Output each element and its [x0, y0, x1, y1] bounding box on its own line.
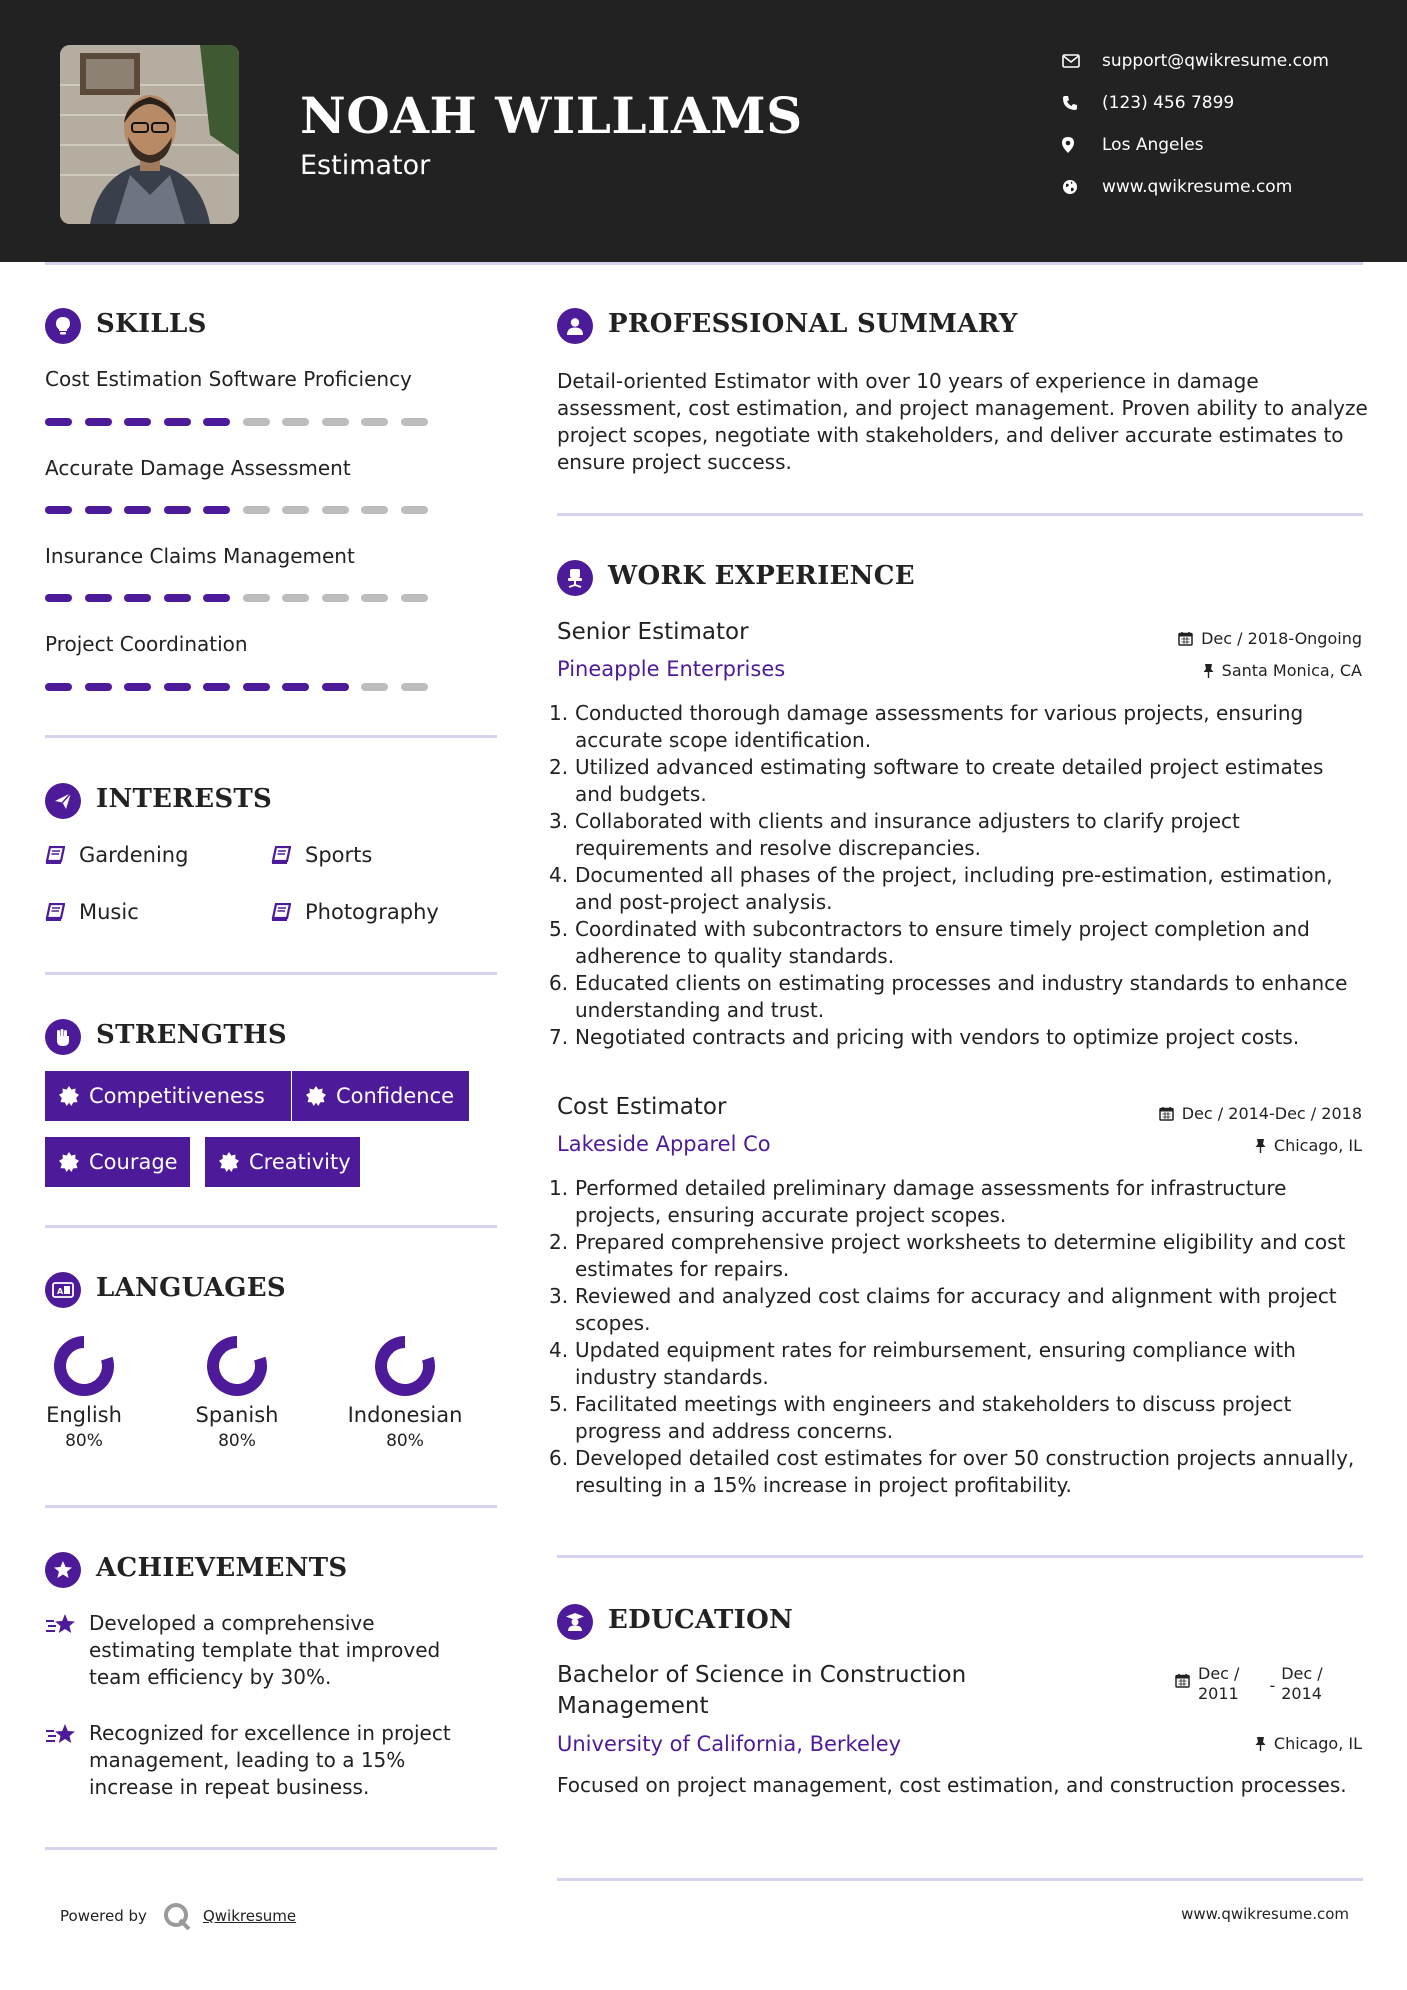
language-ring	[206, 1335, 268, 1397]
education-title: EDUCATION	[608, 1605, 794, 1635]
skill-segment-filled	[164, 683, 191, 691]
pushpin-icon	[1255, 1138, 1266, 1153]
company-name: Lakeside Apparel Co	[557, 1132, 771, 1156]
book-icon	[271, 846, 293, 864]
map-pin-icon	[1062, 137, 1092, 153]
calendar-icon	[1159, 1106, 1174, 1121]
pushpin-icon	[1203, 663, 1214, 678]
contact-phone-text: (123) 456 7899	[1102, 93, 1235, 113]
list-item: 3. Collaborated with clients and insurance adjusters to clarify project requirements and resolve discrepancies.	[549, 809, 1240, 860]
skill-level-bar	[45, 418, 440, 426]
language-ring	[53, 1335, 115, 1397]
summary-text: Detail-oriented Estimator with over 10 years of experience in damage assessment, cost estimation, and project management. Proven ability to analyze project scopes, negotiate with stakeholders, and deliver accurate estimates to ensure project success.	[557, 369, 1368, 474]
shooting-star-icon	[45, 1723, 77, 1801]
star-icon	[45, 1552, 81, 1588]
list-item: 5. Coordinated with subcontractors to ensure timely project completion and adherence to quality standards.	[549, 917, 1310, 968]
skill-segment-filled	[85, 418, 112, 426]
language-ring-arc	[381, 1342, 429, 1390]
interest-label: Gardening	[79, 843, 189, 867]
calendar-icon	[1175, 1673, 1190, 1688]
language-name: Spanish	[195, 1403, 279, 1427]
language-percent: 80%	[218, 1431, 256, 1451]
shooting-star-icon	[45, 1613, 77, 1691]
badge-icon	[59, 1086, 79, 1106]
skill-segment-filled	[243, 683, 270, 691]
office-chair-icon	[557, 560, 593, 596]
profile-photo	[60, 45, 239, 224]
skill-segment-filled	[164, 506, 191, 514]
skill-segment-empty	[361, 683, 388, 691]
school-name: University of California, Berkeley	[557, 1732, 902, 1756]
skill-segment-filled	[322, 683, 349, 691]
section-divider	[557, 513, 1363, 516]
list-item: 6. Developed detailed cost estimates for over 50 construction projects annually, resulting in a 15% increase in project profitability.	[549, 1446, 1355, 1497]
section-divider	[557, 1878, 1363, 1881]
strength-tag	[45, 1137, 190, 1187]
powered-by	[60, 1902, 296, 1930]
list-item: 2. Utilized advanced estimating software to create detailed project estimates and budgets.	[549, 755, 1324, 806]
qwikresume-logo-icon	[163, 1902, 193, 1930]
contact-website-text: www.qwikresume.com	[1102, 177, 1293, 197]
contact-phone[interactable]	[1062, 82, 1329, 124]
skill-segment-empty	[401, 506, 428, 514]
skill-name: Project Coordination	[45, 632, 248, 656]
skill-segment-filled	[45, 594, 72, 602]
resume-header	[0, 0, 1407, 262]
skill-segment-filled	[85, 506, 112, 514]
skill-segment-filled	[45, 506, 72, 514]
skill-segment-empty	[243, 594, 270, 602]
education-location-text: Chicago, IL	[1273, 1734, 1362, 1753]
language-name: Indonesian	[347, 1403, 463, 1427]
skills-title: SKILLS	[96, 309, 207, 339]
skill-segment-empty	[401, 594, 428, 602]
list-item: 5. Facilitated meetings with engineers and stakeholders to discuss project progress and address concerns.	[549, 1392, 1292, 1443]
strength-label: Confidence	[336, 1084, 455, 1108]
achievement-text: Recognized for excellence in project management, leading to a 15% increase in repeat business.	[89, 1721, 451, 1799]
job-location	[1203, 661, 1362, 680]
book-icon	[45, 903, 67, 921]
pushpin-icon	[1255, 1736, 1266, 1751]
strength-tag	[205, 1137, 360, 1187]
list-item: 3. Reviewed and analyzed cost claims for accuracy and alignment with project scopes.	[549, 1284, 1337, 1335]
strengths-title: STRENGTHS	[96, 1020, 287, 1050]
language-item	[340, 1335, 470, 1451]
degree-title: Bachelor of Science in Construction Management	[557, 1662, 967, 1719]
language-ring-arc	[213, 1342, 261, 1390]
company-name: Pineapple Enterprises	[557, 657, 786, 681]
education-dates	[1175, 1664, 1323, 1704]
list-item: 4. Updated equipment rates for reimbursement, ensuring compliance with industry standards.	[549, 1338, 1296, 1389]
lightbulb-icon	[45, 308, 81, 344]
book-icon	[271, 903, 293, 921]
job-dates	[1178, 629, 1362, 648]
skill-segment-empty	[322, 594, 349, 602]
job-location	[1255, 1136, 1362, 1155]
skill-segment-filled	[203, 594, 230, 602]
education-end: Dec / 2014	[1281, 1664, 1323, 1703]
list-item: 4. Documented all phases of the project, including pre-estimation, estimation, and post-project analysis.	[549, 863, 1333, 914]
badge-icon	[306, 1086, 326, 1106]
svg-text:A: A	[57, 1287, 64, 1296]
interest-label: Music	[79, 900, 139, 924]
skill-level-bar	[45, 683, 440, 691]
language-icon	[45, 1272, 81, 1308]
skill-segment-filled	[45, 418, 72, 426]
strength-label: Creativity	[249, 1150, 351, 1174]
skill-segment-filled	[164, 594, 191, 602]
skill-segment-empty	[361, 418, 388, 426]
paper-plane-icon	[45, 783, 81, 819]
achievement-text: Developed a comprehensive estimating template that improved team efficiency by 30%.	[89, 1611, 441, 1689]
skill-name: Insurance Claims Management	[45, 544, 355, 568]
achievement-item	[45, 1610, 475, 1691]
phone-icon	[1062, 95, 1092, 111]
skill-segment-empty	[282, 418, 309, 426]
section-divider	[557, 1555, 1363, 1558]
skill-segment-filled	[85, 594, 112, 602]
job-location-text: Chicago, IL	[1273, 1136, 1362, 1155]
list-item: 2. Prepared comprehensive project worksheets to determine eligibility and cost estimates for repairs.	[549, 1230, 1346, 1281]
skill-segment-filled	[203, 506, 230, 514]
list-item: 1. Conducted thorough damage assessments for various projects, ensuring accurate scope identification.	[549, 701, 1304, 752]
brand-link[interactable]: Qwikresume	[202, 1907, 297, 1925]
education-description: Focused on project management, cost estimation, and construction processes.	[557, 1773, 1347, 1797]
education-dash: -	[1269, 1676, 1276, 1695]
section-divider	[45, 1225, 497, 1228]
skill-level-bar	[45, 506, 440, 514]
envelope-icon	[1062, 54, 1092, 68]
job-bullets	[549, 700, 1357, 1051]
interest-item	[45, 900, 139, 924]
section-divider	[45, 735, 497, 738]
skill-segment-filled	[124, 506, 151, 514]
interest-label: Sports	[305, 843, 373, 867]
job-dates-text: Dec / 2018-Ongoing	[1201, 629, 1362, 648]
skill-segment-filled	[282, 683, 309, 691]
language-ring-arc	[60, 1342, 108, 1390]
skill-segment-filled	[164, 418, 191, 426]
skill-segment-filled	[45, 683, 72, 691]
contact-list	[1062, 40, 1329, 208]
achievement-item	[45, 1720, 475, 1801]
skill-segment-empty	[361, 594, 388, 602]
skill-segment-empty	[322, 418, 349, 426]
strength-label: Courage	[89, 1150, 178, 1174]
candidate-name: NOAH WILLIAMS	[300, 86, 803, 145]
contact-website[interactable]	[1062, 166, 1329, 208]
skill-segment-empty	[322, 506, 349, 514]
badge-icon	[219, 1152, 239, 1172]
interest-item	[45, 843, 188, 867]
header-divider	[45, 262, 1363, 265]
language-item	[19, 1335, 149, 1451]
powered-by-text: Powered by	[60, 1907, 147, 1925]
badge-icon	[59, 1152, 79, 1172]
skill-segment-empty	[361, 506, 388, 514]
contact-email[interactable]	[1062, 40, 1329, 82]
language-ring	[374, 1335, 436, 1397]
skill-segment-filled	[85, 683, 112, 691]
skill-name: Accurate Damage Assessment	[45, 456, 351, 480]
strength-tag	[292, 1071, 469, 1121]
job-dates	[1159, 1104, 1362, 1123]
list-item: 6. Educated clients on estimating processes and industry standards to enhance understanding and trust.	[549, 971, 1348, 1022]
interest-label: Photography	[305, 900, 439, 924]
raised-fist-icon	[45, 1019, 81, 1055]
footer-url[interactable]: www.qwikresume.com	[1181, 1905, 1349, 1923]
language-item	[172, 1335, 302, 1451]
interest-item	[271, 900, 439, 924]
strength-label: Competitiveness	[89, 1084, 265, 1108]
education-start: Dec / 2011	[1198, 1664, 1240, 1703]
contact-email-text: support@qwikresume.com	[1102, 51, 1329, 71]
section-divider	[45, 972, 497, 975]
strength-tag	[45, 1071, 291, 1121]
list-item: 7. Negotiated contracts and pricing with vendors to optimize project costs.	[549, 1025, 1300, 1049]
job-title: Cost Estimator	[557, 1094, 727, 1120]
summary-title: PROFESSIONAL SUMMARY	[608, 309, 1018, 339]
experience-title: WORK EXPERIENCE	[608, 561, 915, 591]
interest-item	[271, 843, 372, 867]
section-divider	[45, 1847, 497, 1850]
graduate-icon	[557, 1604, 593, 1640]
contact-location	[1062, 124, 1329, 166]
skill-segment-filled	[124, 594, 151, 602]
skill-segment-empty	[243, 418, 270, 426]
candidate-role: Estimator	[300, 150, 431, 181]
skill-name: Cost Estimation Software Proficiency	[45, 367, 412, 391]
language-percent: 80%	[65, 1431, 103, 1451]
languages-title: LANGUAGES	[96, 1273, 286, 1303]
job-bullets	[549, 1175, 1357, 1499]
language-percent: 80%	[386, 1431, 424, 1451]
contact-location-text: Los Angeles	[1102, 135, 1204, 155]
skill-segment-filled	[124, 418, 151, 426]
skill-segment-empty	[243, 506, 270, 514]
skill-segment-empty	[282, 506, 309, 514]
globe-icon	[1062, 179, 1092, 195]
skill-level-bar	[45, 594, 440, 602]
job-location-text: Santa Monica, CA	[1221, 661, 1362, 680]
skill-segment-empty	[282, 594, 309, 602]
skill-segment-empty	[401, 683, 428, 691]
user-icon	[557, 308, 593, 344]
achievements-title: ACHIEVEMENTS	[96, 1553, 348, 1583]
skill-segment-filled	[124, 683, 151, 691]
skill-segment-empty	[401, 418, 428, 426]
book-icon	[45, 846, 67, 864]
skill-segment-filled	[203, 418, 230, 426]
list-item: 1. Performed detailed preliminary damage assessments for infrastructure projects, ensuring accurate project scopes.	[549, 1176, 1287, 1227]
interests-title: INTERESTS	[96, 784, 273, 814]
education-location	[1255, 1734, 1362, 1753]
skill-segment-filled	[203, 683, 230, 691]
calendar-icon	[1178, 631, 1193, 646]
section-divider	[45, 1505, 497, 1508]
job-dates-text: Dec / 2014-Dec / 2018	[1181, 1104, 1362, 1123]
job-title: Senior Estimator	[557, 619, 749, 645]
language-name: English	[46, 1403, 122, 1427]
